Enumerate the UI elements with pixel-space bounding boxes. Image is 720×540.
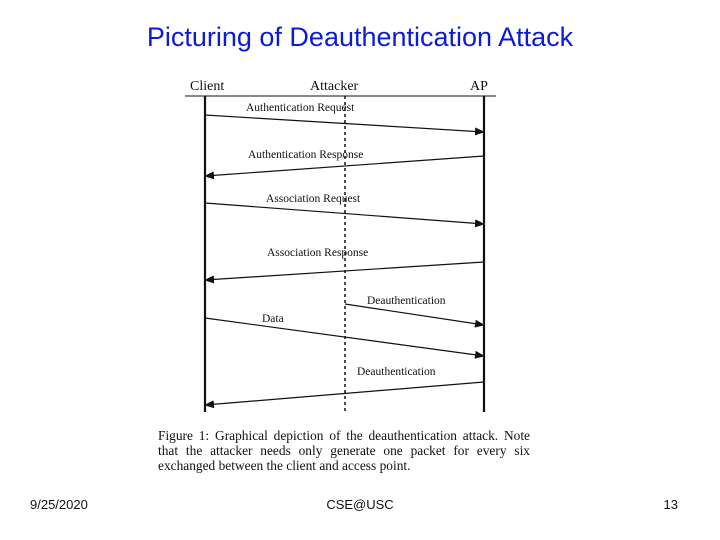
message-label: Deauthentication xyxy=(367,295,446,307)
message-association-request xyxy=(205,193,484,224)
page-number: 13 xyxy=(663,497,678,512)
message-arrow xyxy=(345,304,484,325)
message-deauthentication-to-ap xyxy=(345,295,484,325)
participant-ap-label: AP xyxy=(470,79,488,94)
message-label: Authentication Response xyxy=(248,149,364,161)
participant-attacker-label: Attacker xyxy=(310,79,359,94)
message-label: Data xyxy=(262,313,284,325)
message-label: Association Response xyxy=(267,247,369,259)
message-label: Authentication Request xyxy=(246,102,355,114)
footer-center-text: CSE@USC xyxy=(326,497,394,512)
participant-client-label: Client xyxy=(190,79,225,94)
footer-date: 9/25/2020 xyxy=(30,497,88,512)
message-association-response xyxy=(205,247,484,280)
slide-title: Picturing of Deauthentication Attack xyxy=(146,22,574,52)
message-arrow xyxy=(205,115,484,132)
message-label: Association Request xyxy=(266,193,361,205)
message-label: Deauthentication xyxy=(357,366,436,378)
figure-caption: Figure 1: Graphical depiction of the deauthentication attack. Note that the attacker needs only generate one packet for every six exchanged between the client and access point. xyxy=(158,428,530,473)
